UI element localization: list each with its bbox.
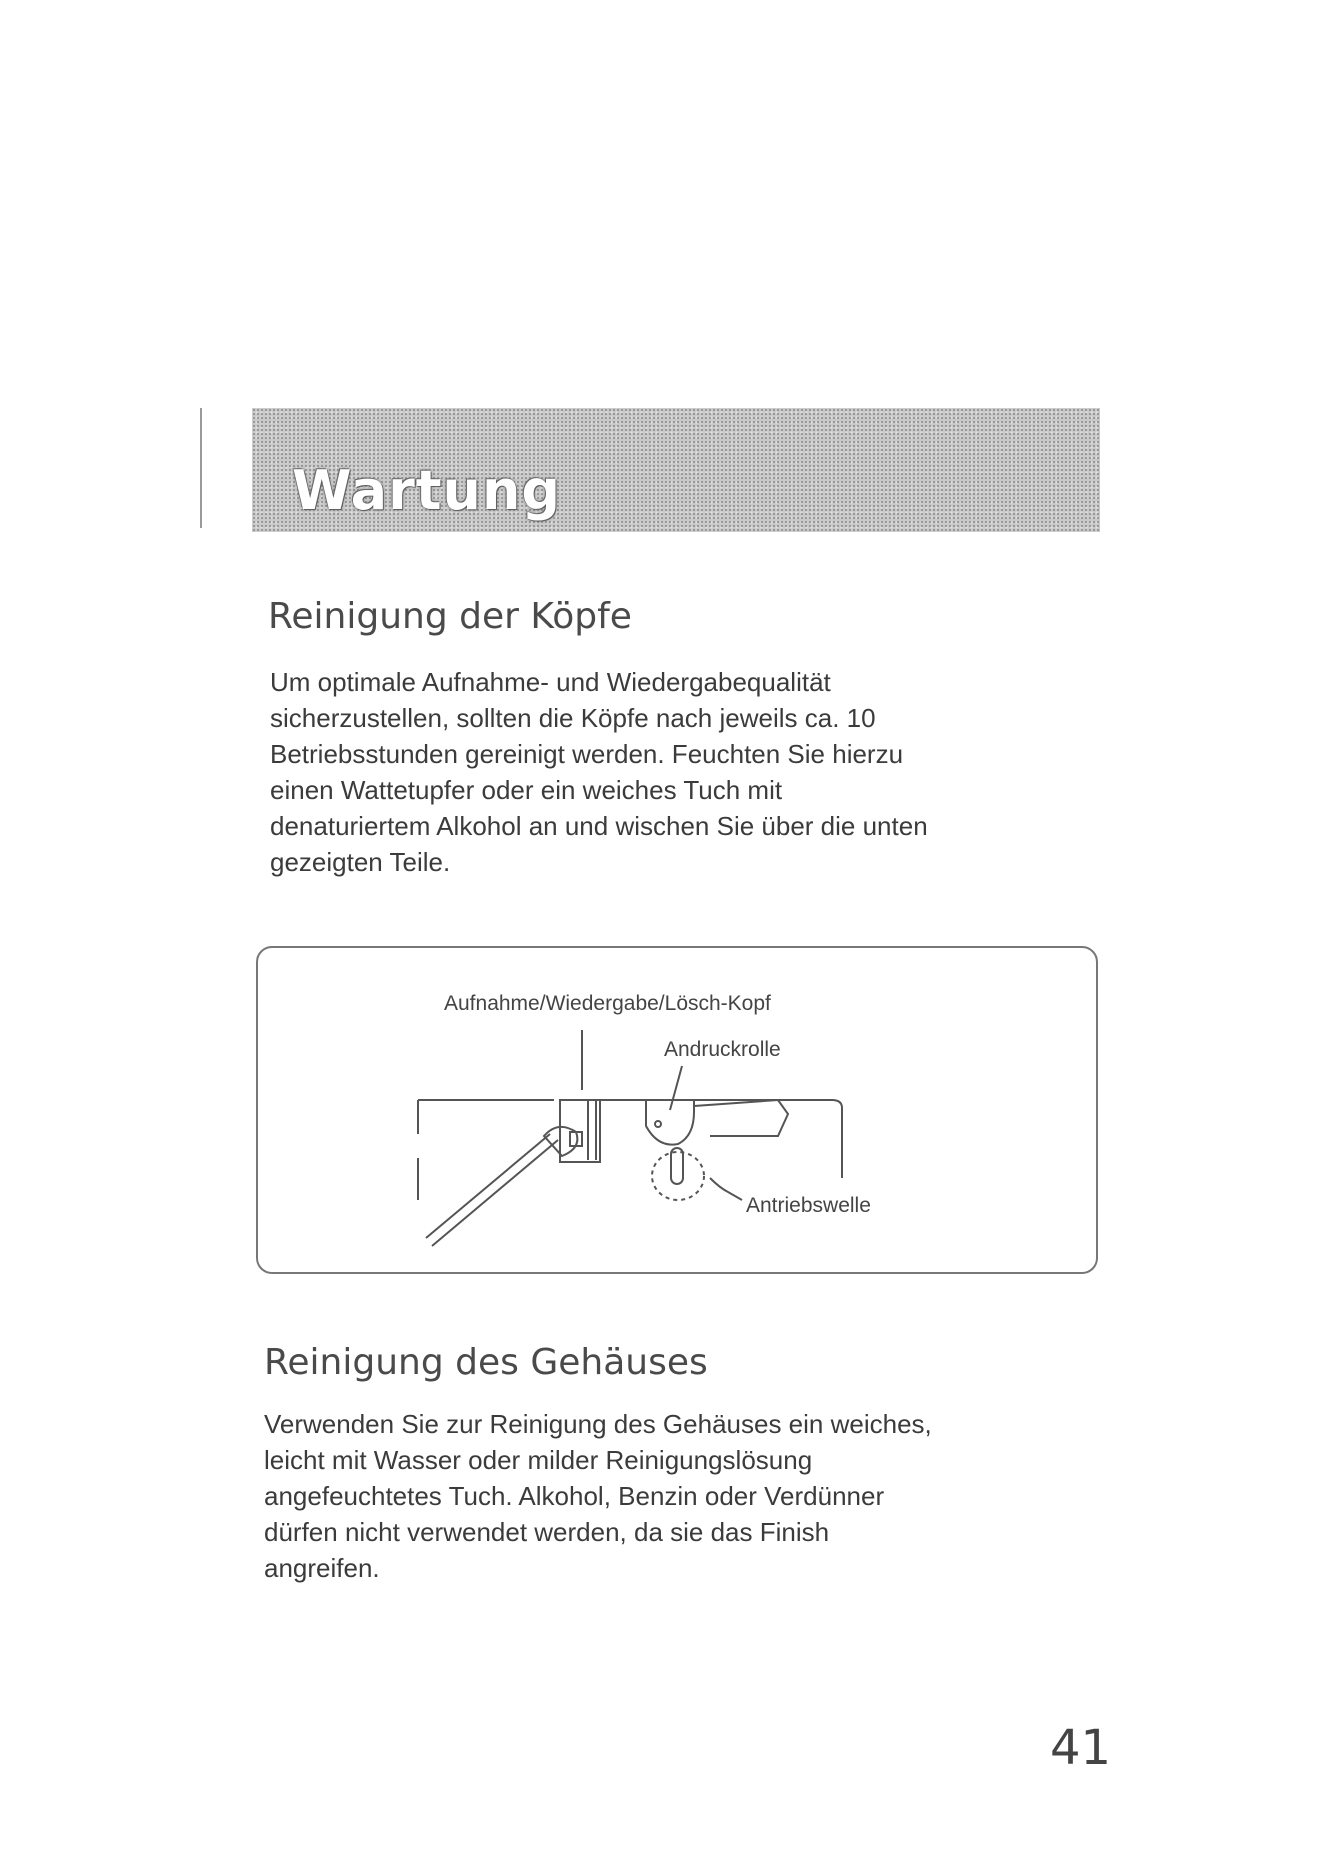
banner-title: Wartung [292, 459, 562, 522]
capstan-circle [652, 1152, 704, 1200]
text-line: gezeigten Teile. [270, 847, 451, 877]
cleaning-diagram [256, 946, 1098, 1274]
text-line: Verwenden Sie zur Reinigung des Gehäuses ein weiches, [264, 1409, 932, 1439]
capstan-leader-line [710, 1178, 742, 1200]
roller-leader-line [670, 1066, 682, 1110]
roller-arm [694, 1100, 788, 1136]
label-head: Aufnahme/Wiedergabe/Lösch-Kopf [444, 992, 771, 1015]
heads-section-title: Reinigung der Köpfe [268, 596, 632, 637]
text-line: Betriebsstunden gereinigt werden. Feuchten Sie hierzu [270, 739, 904, 769]
text-line: Um optimale Aufnahme- und Wiedergabequalität [270, 667, 831, 697]
deck-outline [418, 1100, 842, 1200]
text-line: angefeuchtetes Tuch. Alkohol, Benzin oder Verdünner [264, 1481, 885, 1511]
case-section-title: Reinigung des Gehäuses [264, 1342, 708, 1383]
text-line: einen Wattetupfer oder ein weiches Tuch mit [270, 775, 783, 805]
text-line: leicht mit Wasser oder milder Reinigungslösung [264, 1445, 813, 1475]
text-line: dürfen nicht verwendet werden, da sie das Finish [264, 1517, 830, 1547]
margin-mark [200, 408, 202, 528]
text-line: angreifen. [264, 1553, 380, 1583]
heads-section-text [270, 664, 928, 880]
text-line: sicherzustellen, sollten die Köpfe nach jeweils ca. 10 [270, 703, 876, 733]
label-pinch-roller: Andruckrolle [664, 1038, 781, 1061]
capstan [671, 1148, 683, 1184]
section-banner [252, 408, 1100, 532]
text-line: denaturiertem Alkohol an und wischen Sie über die unten [270, 811, 928, 841]
case-section-text [264, 1406, 932, 1586]
label-capstan: Antriebswelle [746, 1194, 871, 1217]
page-number: 41 [1050, 1720, 1112, 1776]
